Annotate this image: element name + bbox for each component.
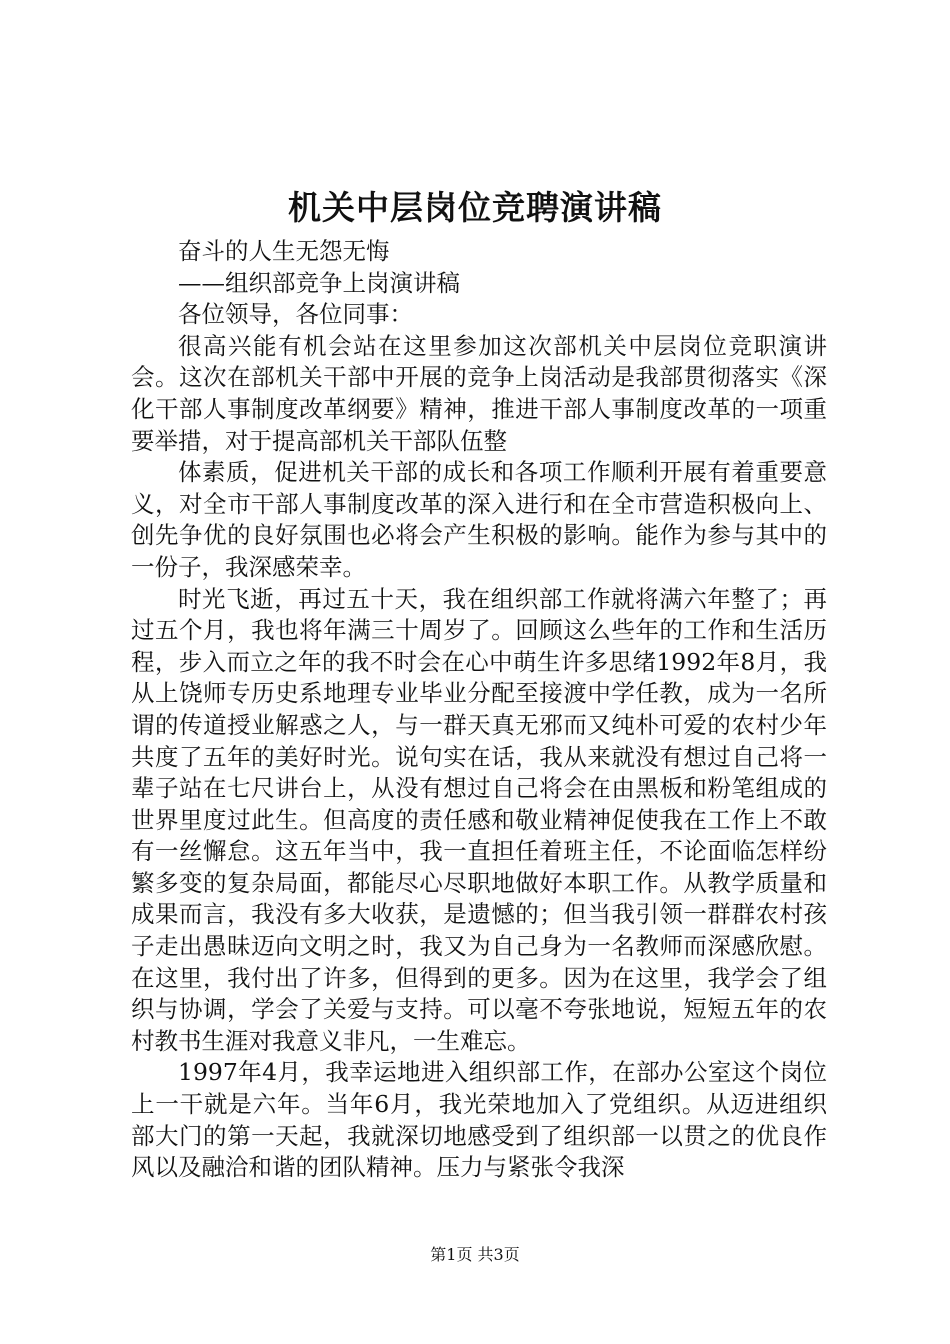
paragraph-subtitle: 奋斗的人生无怨无悔 xyxy=(178,237,390,265)
paragraph-organization-work: 1997年4月，我幸运地进入组织部工作，在部办公室这个岗位上一干就是六年。当年6月，我光荣地加入了党组织。从迈进组织部大门的第一天起，我就深切地感受到了组织部一以贯之的优良作风以及融洽和谐的团队精神。压力与紧张令我深 xyxy=(131,1058,827,1182)
paragraph-significance: 体素质，促进机关干部的成长和各项工作顺利开展有着重要意义，对全市干部人事制度改革的深入进行和在全市营造积极向上、创先争优的良好氛围也必将会产生积极的影响。能作为参与其中的一份子，我深感荣幸。 xyxy=(131,458,827,581)
document-title: 机关中层岗位竞聘演讲稿 xyxy=(288,188,662,227)
document-body xyxy=(131,236,827,1184)
paragraph-salutation: 各位领导，各位同事： xyxy=(178,300,413,329)
paragraph-teaching-career: 时光飞逝，再过五十天，我在组织部工作就将满六年整了；再过五个月，我也将年满三十周岁了。回顾这么些年的工作和生活历程，步入而立之年的我不时会在心中萌生许多思绪1992年8月，我从上饶师专历史系地理专业毕业分配至接渡中学任教，成为一名所谓的传道授业解惑之人，与一群天真无邪而又纯朴可爱的农村少年共度了五年的美好时光。说句实在话，我从来就没有想过自己将一辈子站在七尺讲台上，从没有想过自己将会在由黑板和粉笔组成的世界里度过此生。但高度的责任感和敬业精神促使我在工作上不敢有一丝懈怠。这五年当中，我一直担任着班主任，不论面临怎样纷繁多变的复杂局面，都能尽心尽职地做好本职工作。从教学质量和成果而言，我没有多大收获，是遗憾的；但当我引领一群群农村孩子走出愚昧迈向文明之时，我又为自己身为一名教师而深感欣慰。在这里，我付出了许多，但得到的更多。因为在这里，我学会了组织与协调，学会了关爱与支持。可以毫不夸张地说，短短五年的农村教书生涯对我意义非凡，一生难忘。 xyxy=(131,584,827,1055)
paragraph-subheading: ——组织部竞争上岗演讲稿 xyxy=(178,268,460,297)
paragraph-intro: 很高兴能有机会站在这里参加这次部机关中层岗位竞职演讲会。这次在部机关干部中开展的竞争上岗活动是我部贯彻落实《深化干部人事制度改革纲要》精神，推进干部人事制度改革的一项重要举措，对于提高部机关干部队伍整 xyxy=(131,331,827,455)
page-footer: 第1页 共3页 xyxy=(430,1245,520,1264)
